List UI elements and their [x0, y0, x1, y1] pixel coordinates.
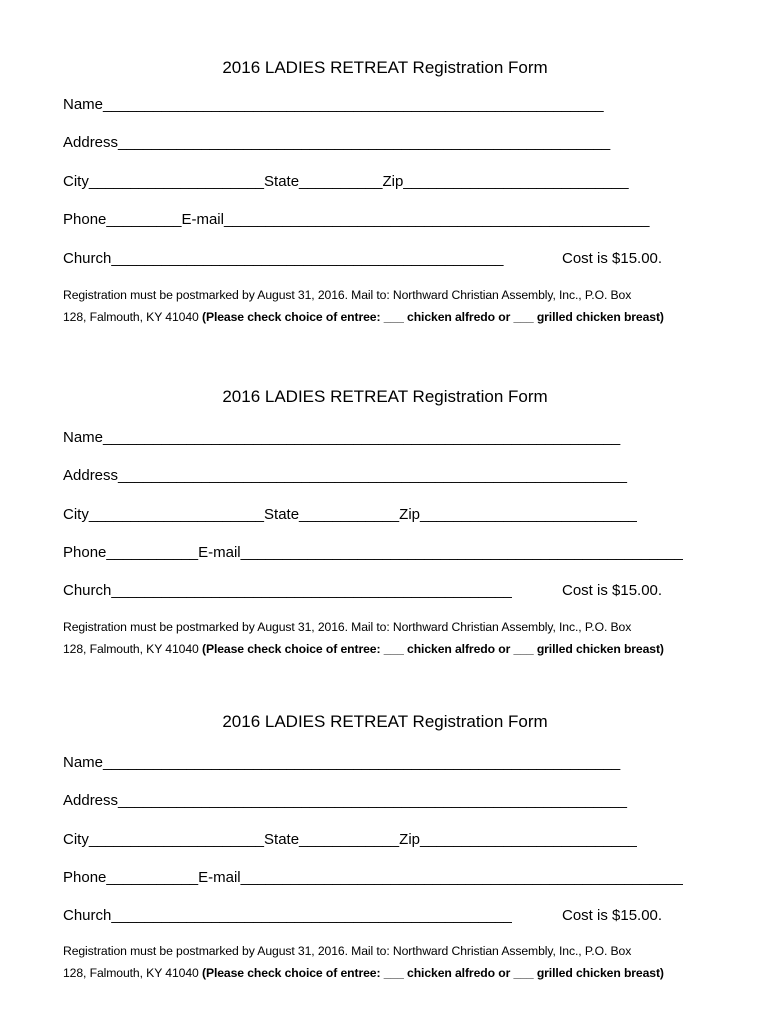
cost-text: Cost is $15.00.	[562, 250, 663, 267]
entree-choice-text: (Please check choice of entree: ___ chicken alfredo or ___ grilled chicken breast)	[201, 310, 664, 324]
city-state-zip-field[interactable]: City_____________________State__________Zip___________________________	[63, 173, 629, 190]
registration-note-address	[63, 310, 664, 324]
registration-note: Registration must be postmarked by August 31, 2016. Mail to: Northward Christian Assembly, Inc., P.O. Box	[63, 944, 632, 958]
address-field[interactable]: Address_____________________________________________________________	[63, 467, 627, 484]
phone-email-field[interactable]: Phone___________E-mail_____________________________________________________	[63, 869, 683, 886]
name-field[interactable]: Name______________________________________________________________	[63, 429, 621, 446]
address-field[interactable]: Address___________________________________________________________	[63, 134, 611, 151]
church-field[interactable]: Church________________________________________________	[63, 907, 512, 924]
entree-choice-text: (Please check choice of entree: ___ chicken alfredo or ___ grilled chicken breast)	[201, 642, 664, 656]
registration-note-address	[63, 642, 664, 656]
registration-note: Registration must be postmarked by August 31, 2016. Mail to: Northward Christian Assembly, Inc., P.O. Box	[63, 620, 632, 634]
form-title: 2016 LADIES RETREAT Registration Form	[222, 387, 548, 406]
name-field[interactable]: Name____________________________________________________________	[63, 96, 604, 113]
mailing-address: 128, Falmouth, KY 41040	[63, 310, 202, 324]
registration-note: Registration must be postmarked by August 31, 2016. Mail to: Northward Christian Assembly, Inc., P.O. Box	[63, 288, 632, 302]
form-title: 2016 LADIES RETREAT Registration Form	[222, 58, 548, 77]
mailing-address: 128, Falmouth, KY 41040	[63, 966, 202, 980]
form-title: 2016 LADIES RETREAT Registration Form	[222, 712, 548, 731]
church-field[interactable]: Church________________________________________________	[63, 582, 512, 599]
city-state-zip-field[interactable]: City_____________________State____________Zip__________________________	[63, 506, 637, 523]
mailing-address: 128, Falmouth, KY 41040	[63, 642, 202, 656]
cost-text: Cost is $15.00.	[562, 582, 663, 599]
city-state-zip-field[interactable]: City_____________________State____________Zip__________________________	[63, 831, 637, 848]
registration-note-address	[63, 966, 664, 980]
church-field[interactable]: Church_______________________________________________	[63, 250, 504, 267]
address-field[interactable]: Address_____________________________________________________________	[63, 792, 627, 809]
name-field[interactable]: Name______________________________________________________________	[63, 754, 621, 771]
phone-email-field[interactable]: Phone_________E-mail___________________________________________________	[63, 211, 650, 228]
phone-email-field[interactable]: Phone___________E-mail_____________________________________________________	[63, 544, 683, 561]
cost-text: Cost is $15.00.	[562, 907, 663, 924]
entree-choice-text: (Please check choice of entree: ___ chicken alfredo or ___ grilled chicken breast)	[201, 966, 664, 980]
